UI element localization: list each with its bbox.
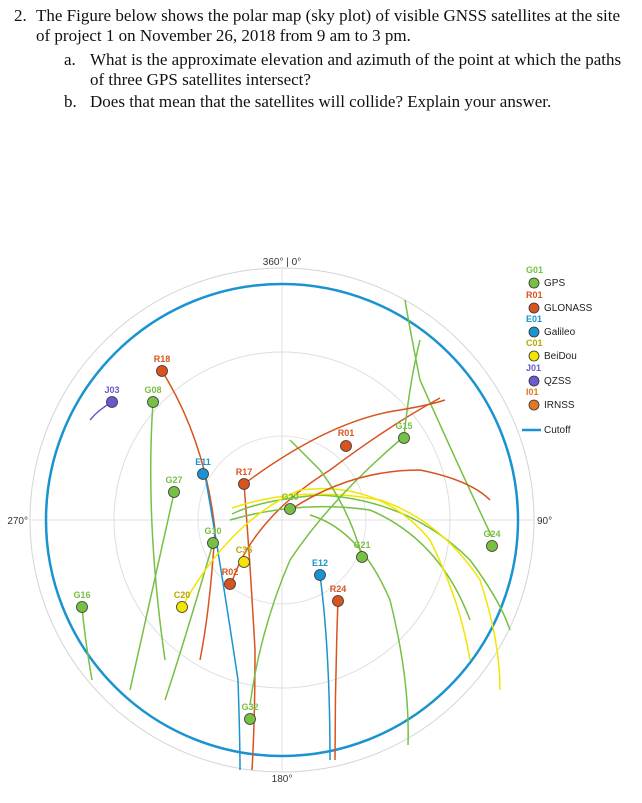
satellite-G16 xyxy=(73,590,90,613)
satellite-J03-dot xyxy=(107,397,118,408)
satellite-R18-label: R18 xyxy=(153,354,171,364)
satellite-G20 xyxy=(281,492,298,515)
satellite-G15-dot xyxy=(399,433,410,444)
satellite-J03 xyxy=(104,385,119,408)
satellite-C35-dot xyxy=(239,557,250,568)
axis-label-south: 180° xyxy=(271,774,293,785)
satellite-R17-label: R17 xyxy=(235,467,253,477)
legend-item-qzss xyxy=(526,363,572,387)
legend-label-beidou: BeiDou xyxy=(544,351,577,362)
track-R18 xyxy=(162,371,215,660)
satellite-G24 xyxy=(483,529,500,552)
satellite-G08-dot xyxy=(148,397,159,408)
legend-marker-beidou xyxy=(529,351,539,361)
satellite-G32-label: G32 xyxy=(241,702,259,712)
satellite-G08-label: G08 xyxy=(144,385,162,395)
satellite-R02-label: R02 xyxy=(221,567,239,577)
satellite-R02-dot xyxy=(225,579,236,590)
satellite-R01-dot xyxy=(341,441,352,452)
satellite-G16-label: G16 xyxy=(73,590,91,600)
satellite-C20-dot xyxy=(177,602,188,613)
satellite-G08 xyxy=(144,385,161,408)
satellite-G10 xyxy=(204,526,221,549)
axis-label-east: 90° xyxy=(537,516,553,527)
satellite-G27 xyxy=(165,475,182,498)
part-a-label: a. xyxy=(64,50,76,69)
legend-tag-galileo: E01 xyxy=(526,314,543,324)
legend-tag-qzss: J01 xyxy=(526,363,542,373)
satellite-G27-dot xyxy=(169,487,180,498)
satellite-G21-label: G21 xyxy=(353,540,371,550)
satellite-C20-label: C20 xyxy=(173,590,191,600)
legend-label-glonass: GLONASS xyxy=(544,303,593,314)
legend-marker-glonass xyxy=(529,303,539,313)
legend-item-glonass xyxy=(526,290,593,314)
track-G16 xyxy=(82,607,92,680)
satellite-R01 xyxy=(338,428,355,452)
satellite-R18 xyxy=(154,354,171,377)
satellite-R24 xyxy=(330,584,347,607)
track-R17 xyxy=(244,484,255,770)
legend-tag-irnss: I01 xyxy=(526,387,539,397)
track-E12 xyxy=(320,575,330,760)
satellite-R17-dot xyxy=(239,479,250,490)
legend-marker-irnss xyxy=(529,400,539,410)
legend-label-cutoff: Cutoff xyxy=(544,425,571,436)
part-b-label: b. xyxy=(64,92,77,111)
legend-label-irnss: IRNSS xyxy=(544,400,575,411)
legend-item-beidou xyxy=(526,338,577,362)
satellite-G10-dot xyxy=(208,538,219,549)
satellite-G21-dot xyxy=(357,552,368,563)
satellite-G27-label: G27 xyxy=(165,475,183,485)
satellite-E11-dot xyxy=(198,469,209,480)
question-text: The Figure below shows the polar map (sky plot) of visible GNSS satellites at the site of project 1 on November 26, 2018 from 9 am to 3 pm. xyxy=(36,6,621,45)
satellite-G20-label: G20 xyxy=(281,492,299,502)
satellite-R24-label: R24 xyxy=(329,584,347,594)
legend-tag-glonass: R01 xyxy=(526,290,543,300)
satellite-markers xyxy=(73,354,500,725)
satellite-E12-dot xyxy=(315,570,326,581)
satellite-E12-label: E12 xyxy=(311,558,329,568)
satellite-R18-dot xyxy=(157,366,168,377)
satellite-R17 xyxy=(236,467,253,490)
axis-label-north: 360° | 0° xyxy=(262,257,302,268)
legend-tag-gps: G01 xyxy=(526,265,544,275)
satellite-G32-dot xyxy=(245,714,256,725)
satellite-G20-dot xyxy=(285,504,296,515)
satellite-tracks xyxy=(82,300,510,770)
satellite-G15 xyxy=(395,421,412,444)
satellite-E11-label: E11 xyxy=(195,457,211,467)
satellite-C20 xyxy=(174,590,191,613)
satellite-G24-dot xyxy=(487,541,498,552)
legend xyxy=(522,265,593,436)
legend-marker-gps xyxy=(529,278,539,288)
satellite-E12 xyxy=(312,558,328,581)
track-G08 xyxy=(151,402,165,660)
legend-item-galileo xyxy=(526,314,576,338)
question-number: 2. xyxy=(14,6,27,25)
part-b-text: Does that mean that the satellites will collide? Explain your answer. xyxy=(90,92,552,111)
satellite-G32 xyxy=(241,702,258,725)
legend-marker-galileo xyxy=(529,327,539,337)
track-R24 xyxy=(335,600,338,760)
legend-item-irnss xyxy=(526,387,575,411)
legend-marker-qzss xyxy=(529,376,539,386)
legend-item-cutoff xyxy=(522,425,571,436)
satellite-G16-dot xyxy=(77,602,88,613)
part-a-text: What is the approximate elevation and azimuth of the point at which the paths of three GPS satellites intersect? xyxy=(90,50,622,89)
legend-label-qzss: QZSS xyxy=(544,376,572,387)
legend-label-galileo: Galileo xyxy=(544,327,576,338)
satellite-R24-dot xyxy=(333,596,344,607)
satellite-G24-label: G24 xyxy=(483,529,501,539)
satellite-J03-label: J03 xyxy=(104,385,120,395)
axis-label-west: 270° xyxy=(7,516,28,527)
legend-item-gps xyxy=(526,265,565,289)
legend-label-gps: GPS xyxy=(544,278,566,289)
satellite-R01-label: R01 xyxy=(337,428,355,438)
satellite-G15-label: G15 xyxy=(395,421,413,431)
satellite-E11 xyxy=(195,457,211,480)
satellite-C35-label: C35 xyxy=(235,545,253,555)
satellite-G10-label: G10 xyxy=(204,526,222,536)
legend-tag-beidou: C01 xyxy=(526,338,543,348)
